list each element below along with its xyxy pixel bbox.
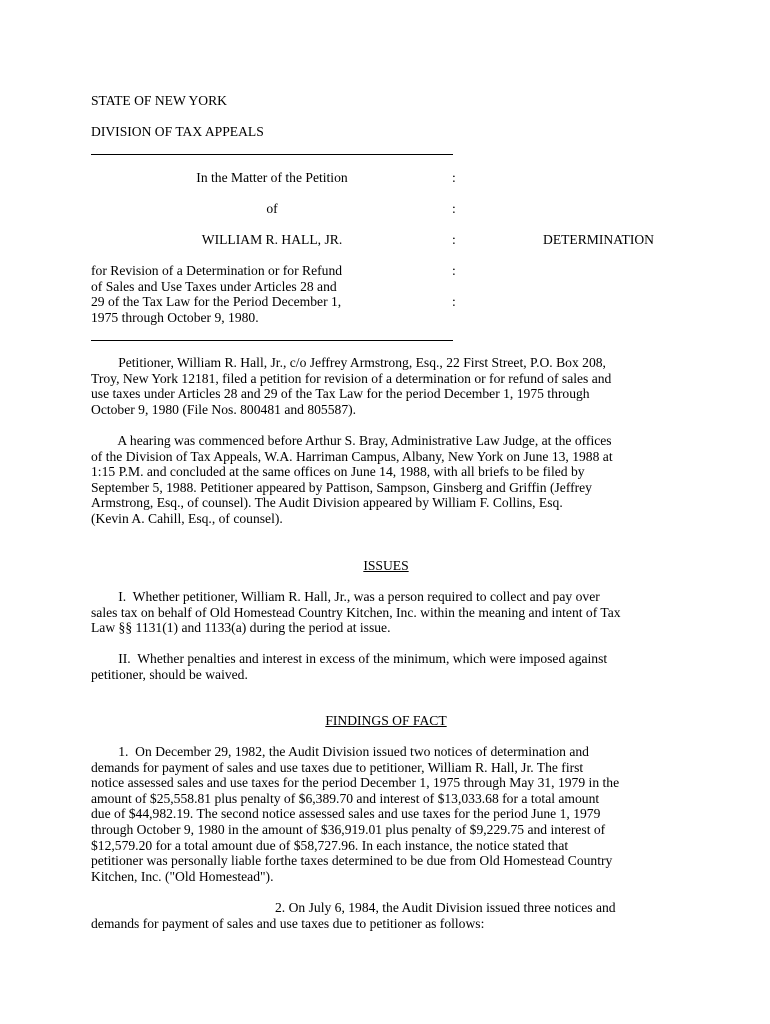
- caption-colon: :: [452, 232, 456, 247]
- findings-heading: FINDINGS OF FACT: [325, 713, 447, 728]
- caption-top-rule: [91, 154, 453, 155]
- paragraph-line: October 9, 1980 (File Nos. 800481 and 805587).: [91, 401, 357, 417]
- paragraph-line: 1. On December 29, 1982, the Audit Division issued two notices of determination and: [91, 744, 589, 759]
- paragraph-line: through October 9, 1980 in the amount of $36,919.01 plus penalty of $9,229.75 and interest of: [91, 821, 606, 837]
- issues-heading: ISSUES: [363, 558, 409, 573]
- document-type-label: DETERMINATION: [543, 232, 654, 247]
- division-heading: DIVISION OF TAX APPEALS: [91, 124, 264, 139]
- paragraph-line: Law §§ 1131(1) and 1133(a) during the period at issue.: [91, 620, 391, 636]
- caption-matter: In the Matter of the Petition: [196, 170, 348, 185]
- paragraph-line: of the Division of Tax Appeals, W.A. Harriman Campus, Albany, New York on June 13, 1988 at: [91, 448, 613, 464]
- paragraph-line: Armstrong, Esq., of counsel). The Audit Division appeared by William F. Collins, Esq.: [91, 495, 563, 511]
- caption-description-line: 29 of the Tax Law for the Period December 1,: [91, 294, 342, 310]
- paragraph-line: demands for payment of sales and use taxes due to petitioner, William R. Hall, Jr. The first: [91, 759, 584, 775]
- paragraph-line: 1:15 P.M. and concluded at the same offices on June 14, 1988, with all briefs to be filed by: [91, 464, 585, 480]
- caption-colon: :: [452, 170, 456, 185]
- paragraph-line: A hearing was commenced before Arthur S. Bray, Administrative Law Judge, at the offices: [91, 433, 612, 448]
- issue-two-paragraph: [91, 651, 681, 682]
- paragraph-line: petitioner was personally liable forthe taxes determined to be due from Old Homestead Country: [91, 853, 613, 869]
- paragraph-line: September 5, 1988. Petitioner appeared by Pattison, Sampson, Ginsberg and Griffin (Jeffrey: [91, 479, 592, 495]
- caption-petitioner-name: WILLIAM R. HALL, JR.: [201, 232, 343, 247]
- caption-description-line: for Revision of a Determination or for Refund: [91, 263, 343, 278]
- caption-description-line: of Sales and Use Taxes under Articles 28 and: [91, 278, 337, 294]
- paragraph-line: (Kevin A. Cahill, Esq., of counsel).: [91, 510, 283, 526]
- caption-colon: :: [452, 294, 456, 309]
- paragraph-line: Troy, New York 12181, filed a petition for revision of a determination or for refund of sales and: [91, 370, 612, 386]
- finding-two-paragraph: [91, 900, 681, 931]
- paragraph-line: I. Whether petitioner, William R. Hall, Jr., was a person required to collect and pay over: [91, 589, 600, 604]
- caption-of: of: [266, 201, 278, 216]
- paragraph-line: amount of $25,558.81 plus penalty of $6,389.70 and interest of $13,033.68 for a total amount: [91, 790, 600, 806]
- caption-bottom-rule: [91, 340, 453, 341]
- paragraph-line: notice assessed sales and use taxes for the period December 1, 1975 through May 31, 1979 in the: [91, 775, 620, 791]
- finding-one-paragraph: [91, 744, 681, 884]
- paragraph-line: use taxes under Articles 28 and 29 of the Tax Law for the period December 1, 1975 through: [91, 386, 590, 402]
- caption-colon: :: [452, 263, 456, 278]
- hearing-paragraph: [91, 433, 681, 527]
- paragraph-line: due of $44,982.19. The second notice assessed sales and use taxes for the period June 1, 1979: [91, 806, 601, 822]
- caption-description: [91, 263, 381, 325]
- issue-one-paragraph: [91, 589, 681, 636]
- paragraph-line: demands for payment of sales and use taxes due to petitioner as follows:: [91, 915, 485, 931]
- petition-paragraph: [91, 355, 681, 417]
- paragraph-line: II. Whether penalties and interest in excess of the minimum, which were imposed against: [91, 651, 608, 666]
- caption-colon: :: [452, 201, 456, 216]
- paragraph-line: petitioner, should be waived.: [91, 666, 248, 682]
- paragraph-line: sales tax on behalf of Old Homestead Country Kitchen, Inc. within the meaning and intent of Tax: [91, 604, 621, 620]
- paragraph-line: $12,579.20 for a total amount due of $58,727.96. In each instance, the notice stated that: [91, 837, 569, 853]
- caption-description-line: 1975 through October 9, 1980.: [91, 309, 259, 325]
- paragraph-line: Kitchen, Inc. ("Old Homestead").: [91, 868, 274, 884]
- paragraph-line: 2. On July 6, 1984, the Audit Division issued three notices and: [275, 900, 616, 915]
- paragraph-line: Petitioner, William R. Hall, Jr., c/o Jeffrey Armstrong, Esq., 22 First Street, P.O. Box 208,: [91, 355, 606, 370]
- state-heading: STATE OF NEW YORK: [91, 93, 227, 108]
